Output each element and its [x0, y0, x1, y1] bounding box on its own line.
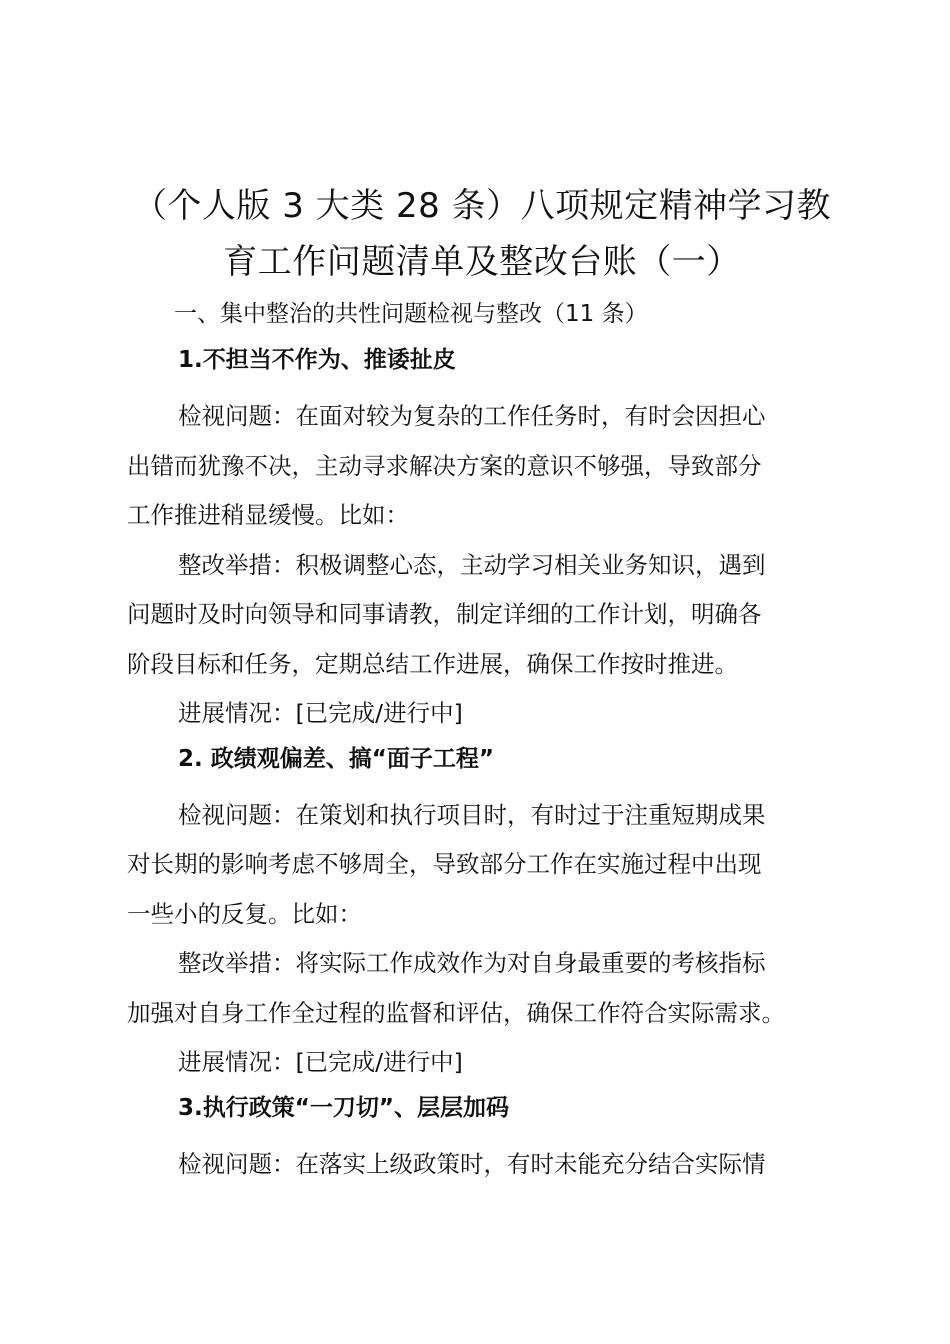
section-heading: 一、集中整治的共性问题检视与整改（11 条）	[174, 301, 648, 327]
item-1-problem-line-2: 出错而犹豫不决，主动寻求解决方案的意识不够强，导致部分	[127, 451, 762, 480]
document-page	[127, 178, 837, 1189]
item-1-measure-line-3: 阶段目标和任务，定期总结工作进展，确保工作按时推进。	[127, 649, 738, 678]
item-1-progress	[127, 689, 837, 739]
title-line-1: （个人版 3 大类 28 条）八项规定精神学习教	[132, 186, 832, 226]
item-2-problem-line-3: 一些小的反复。比如：	[127, 899, 362, 928]
item-title-3: 3.执行政策“一刀切”、层层加码	[178, 1094, 509, 1121]
item-2-progress-text: 进展情况：[已完成/进行中]	[178, 1048, 463, 1076]
item-2-measure-line-2: 加强对自身工作全过程的监督和评估，确保工作符合实际需求。	[127, 998, 785, 1027]
document-title	[127, 178, 837, 290]
item-1-problem-line-1: 检视问题：在面对较为复杂的工作任务时，有时会因担心	[178, 402, 766, 430]
item-3-problem	[127, 1140, 837, 1190]
item-1-problem	[127, 392, 837, 541]
item-2-problem-line-1: 检视问题：在策划和执行项目时，有时过于注重短期成果	[178, 800, 766, 829]
item-1-progress-text: 进展情况：[已完成/进行中]	[178, 699, 463, 727]
item-title-2: 2. 政绩观偏差、搞“面子工程”	[178, 745, 494, 772]
item-1-problem-line-3: 工作推进稍显缓慢。比如：	[127, 501, 409, 529]
item-title-1: 1.不担当不作为、推诿扯皮	[178, 347, 456, 373]
item-1-measure-line-2: 问题时及时向领导和同事请教，制定详细的工作计划，明确各	[127, 600, 762, 628]
item-3-problem-line-1: 检视问题：在落实上级政策时，有时未能充分结合实际情	[178, 1149, 766, 1178]
item-2-progress	[127, 1038, 837, 1088]
item-1-measure	[127, 541, 837, 690]
item-1-measure-line-1: 整改举措：积极调整心态，主动学习相关业务知识，遇到	[178, 550, 766, 579]
item-2-problem	[127, 791, 837, 940]
item-2-measure	[127, 939, 837, 1038]
item-2-problem-line-2: 对长期的影响考虑不够周全，导致部分工作在实施过程中出现	[127, 850, 762, 878]
title-line-2: 育工作问题清单及整改台账（一）	[223, 242, 741, 282]
item-2-measure-line-1: 整改举措：将实际工作成效作为对自身最重要的考核指标	[178, 949, 766, 977]
